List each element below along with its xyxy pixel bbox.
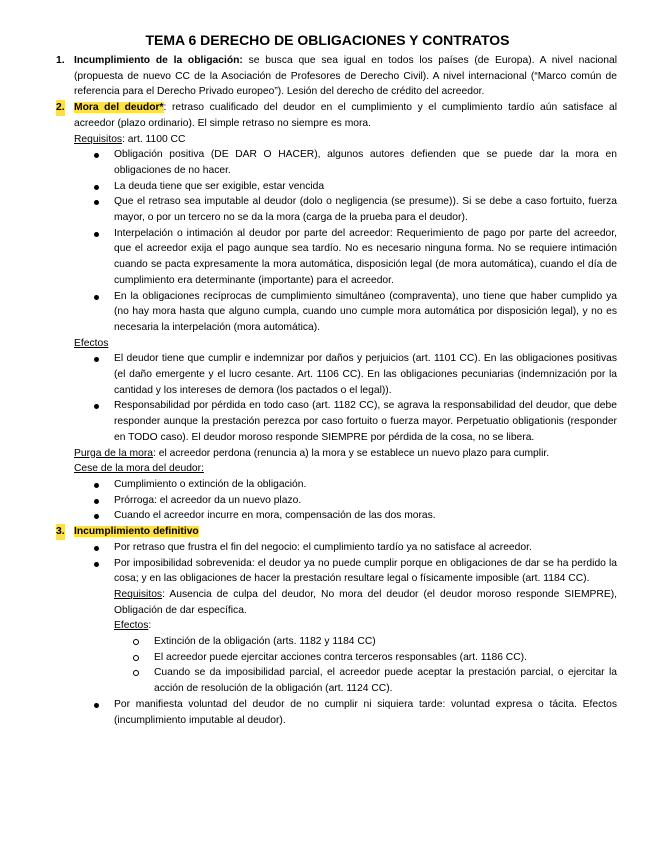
section-3: [38, 524, 617, 540]
s3-requisitos-text: : Ausencia de culpa del deudor, No mora del deudor (el deudor moroso responde SIEMPRE), Obligación de dar específica.: [114, 588, 617, 616]
section-1-number: 1.: [56, 55, 65, 66]
bullet-icon: [94, 703, 99, 708]
circle-bullet-icon: [133, 655, 139, 661]
bullet-icon: [94, 232, 99, 237]
section-1-text: se busca que sea igual en todos los países (de Europa). A nivel nacional (propuesta de nuevo CC de la Asociación de Profesores de Derecho Civil). A nivel internacional (“Marco común de referencia para el Derecho Privado europeo”). Lesión del derecho de crédito del acreedor.: [74, 55, 618, 98]
s2-requisitos-text: : art. 1100 CC: [122, 133, 186, 145]
list-item: Prórroga: el acreedor da un nuevo plazo.: [114, 493, 617, 509]
s3-efectos-list: [114, 634, 617, 697]
bullet-icon: [94, 562, 99, 567]
circle-bullet-icon: [133, 670, 139, 676]
list-item: La deuda tiene que ser exigible, estar vencida: [114, 179, 617, 195]
s2-purga-text: : el acreedor perdona (renuncia a) la mora y se establece un nuevo plazo para cumplir.: [153, 447, 550, 459]
s3-efectos-label: Efectos: [114, 620, 149, 632]
bullet-icon: [94, 546, 99, 551]
list-item: Interpelación o intimación al deudor por parte del acreedor: Requerimiento de pago por parte del acreedor, que el acreedor exija el pago aunque sea tardío. No es necesario ninguna forma. No se requiere intimación cuando se pacta expresamente la mora automática, disposición legal (de mora automática), cuando el día de cumplimiento era determinante (importante) para el acreedor.: [114, 226, 617, 289]
bullet-icon: [94, 499, 99, 504]
s3-efectos-line: Efectos:: [114, 620, 152, 632]
section-1-heading: Incumplimiento de la obligación:: [74, 55, 243, 66]
section-2-text: : retraso cualificado del deudor en el cumplimiento y el cumplimiento tardío aún satisface al acreedor (plazo ordinario). El simple retraso no siempre es mora.: [74, 102, 617, 129]
list-item: Obligación positiva (DE DAR O HACER), algunos autores defienden que se puede dar la mora en obligaciones de no hacer.: [114, 147, 617, 178]
s2-cese-list: [38, 477, 617, 524]
section-2: [38, 100, 617, 131]
list-item: Cuando se da imposibilidad parcial, el acreedor puede aceptar la prestación parcial, o ejercitar la acción de resolución de la obligación (art. 1124 CC).: [154, 665, 617, 696]
section-3-heading: Incumplimiento definitivo: [74, 526, 199, 538]
s2-requisitos-label: Requisitos: [74, 133, 123, 145]
bullet-icon: [94, 295, 99, 300]
list-item: Por retraso que frustra el fin del negocio: el cumplimiento tardío ya no satisface al acreedor.: [114, 540, 617, 556]
section-3-number: 3.: [56, 524, 65, 540]
list-item: Extinción de la obligación (arts. 1182 y 1184 CC): [154, 634, 617, 650]
s2-efectos-line: [38, 336, 617, 352]
bullet-icon: [94, 153, 99, 158]
list-item: El deudor tiene que cumplir e indemnizar por daños y perjuicios (art. 1101 CC). En las obligaciones positivas (el daño emergente y el lucro cesante. Art. 1106 CC). En las obligaciones pecuniarias (indemnización por la cantidad y los intereses de demora (los pactados o el legal)).: [114, 351, 617, 398]
section-2-heading: Mora del deudor*: [74, 102, 164, 114]
bullet-icon: [94, 357, 99, 362]
bullet-icon: [94, 404, 99, 409]
list-item: Que el retraso sea imputable al deudor (dolo o negligencia (se presume)). Si se debe a caso fortuito, fuerza mayor, o por un tercero no se da la mora (carga de la prueba para el deudor).: [114, 194, 617, 225]
list-item: Por manifiesta voluntad del deudor de no cumplir ni siquiera tarde: voluntad expresa o tácita. Efectos (incumplimiento imputable al deudor).: [114, 697, 617, 728]
s2-efectos-list: [38, 351, 617, 445]
section-1: [38, 53, 617, 100]
section-2-number: 2.: [56, 100, 65, 116]
s2-purga-line: [38, 446, 617, 462]
list-item: Cuando el acreedor incurre en mora, compensación de las dos moras.: [114, 508, 617, 524]
document-title: TEMA 6 DERECHO DE OBLIGACIONES Y CONTRATOS: [145, 32, 510, 48]
s2-requisitos-list: [38, 147, 617, 335]
list-item: El acreedor puede ejercitar acciones contra terceros responsables (art. 1186 CC).: [154, 650, 617, 666]
bullet-icon: [94, 514, 99, 519]
bullet-icon: [94, 200, 99, 205]
s3-requisitos-label: Requisitos: [114, 588, 163, 600]
bullet-icon: [94, 185, 99, 190]
bullet-icon: [94, 483, 99, 488]
list-item: Cumplimiento o extinción de la obligación.: [114, 477, 617, 493]
list-item: En la obligaciones recíprocas de cumplimiento simultáneo (compraventa), uno tiene que haber cumplido ya (no hay mora hasta que alguno cumpla, cuando uno cumple mora automática por disposición legal), y no es necesaria la interpelación (mora automática).: [114, 289, 617, 336]
circle-bullet-icon: [133, 639, 139, 645]
list-item: Responsabilidad por pérdida en todo caso (art. 1182 CC), se agrava la responsabilidad del deudor, que debe responder aunque la prestación perezca por caso fortuito o fuerza mayor. Perpetuatio obligationis (responder en TODO caso). El deudor moroso responde SIEMPRE por pérdida de la cosa, no se libera.: [114, 398, 617, 445]
s3-requisitos-line: [114, 587, 617, 618]
s2-requisitos-line: [38, 132, 617, 148]
s2-efectos-label: Efectos: [74, 337, 109, 349]
s3-list: [38, 540, 617, 728]
s2-purga-label: Purga de la mora: [74, 447, 153, 459]
s2-cese-label: Cese de la mora del deudor:: [74, 463, 204, 475]
list-item: Por imposibilidad sobrevenida: el deudor ya no puede cumplir porque en obligaciones de dar se ha perdido la cosa; y en las obligaciones de hacer la prestación resultare legal o físicamente imposible (art. 1184 CC). Requisitos: Ausencia de culpa del deudor, No mora del deudor (el deudor moroso responde SIEMPRE), Obligación de dar específica. Efectos: Extinción de la obligación (arts. 1182 y 1184 CC) El acreedor puede ejercitar acciones contra terceros responsables (art. 1186 CC). Cuando se da imposibilidad parcial, el acreedor puede aceptar la prestación parcial, o ejercitar la acción de resolución de la obligación (art. 1124 CC).: [114, 556, 617, 697]
s2-cese-line: [38, 461, 617, 477]
